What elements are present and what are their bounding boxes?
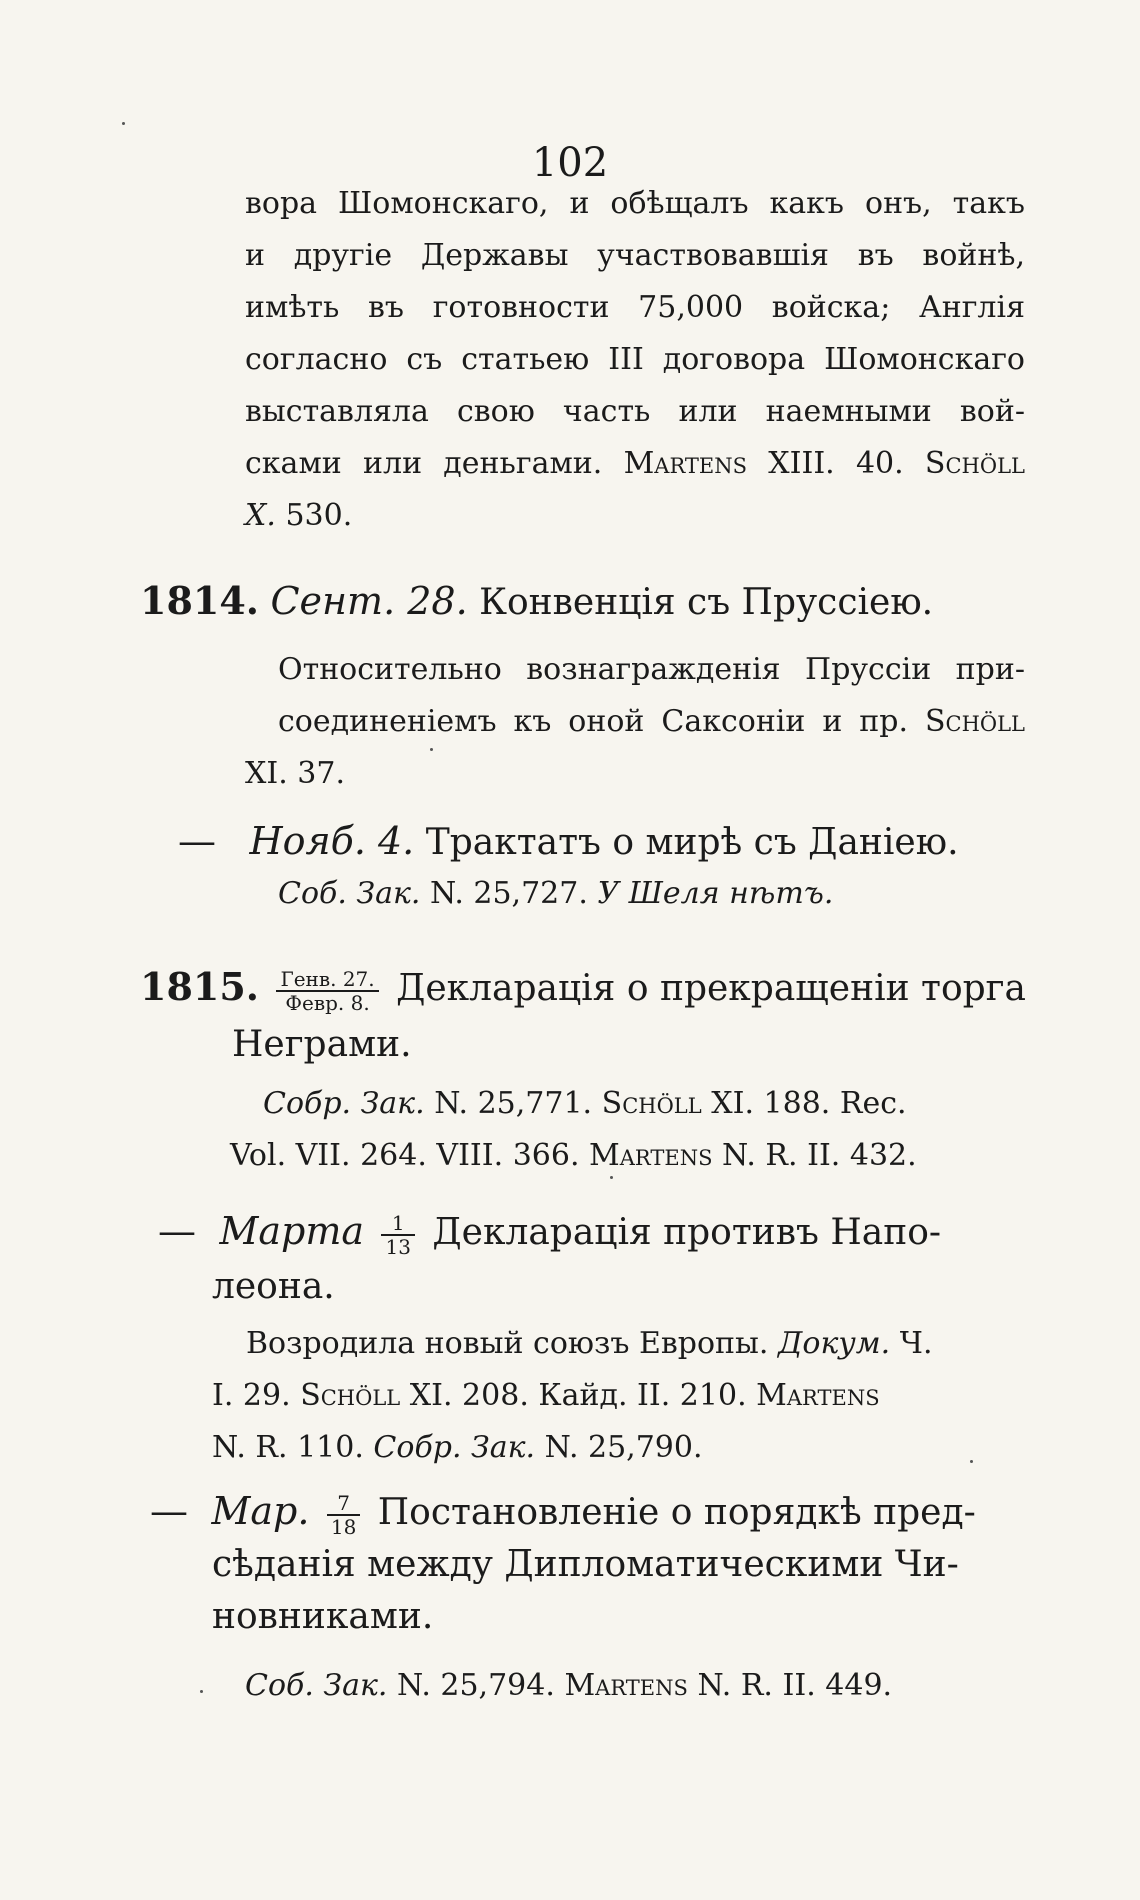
text-fragment: сками или деньгами. (245, 446, 603, 481)
text-line: XI. 37. (245, 756, 345, 791)
date-denominator: 13 (385, 1235, 411, 1259)
text-fragment: соединеніемъ къ оной Саксоніи и пр. (278, 704, 909, 739)
paper-speck (430, 748, 433, 751)
entry-title-continuation (212, 1590, 433, 1644)
text-fragment: XI. 208. Кайд. II. 210. (409, 1378, 747, 1413)
entry-title: Трактатъ о мирѣ съ Даніею. (425, 822, 959, 863)
date-numerator: Генв. 27. (276, 968, 378, 992)
text-fragment: N. 25,727. (429, 876, 588, 911)
text-fragment: 530. (285, 498, 353, 533)
text-line (245, 490, 1025, 542)
text-line: Относительно вознагражденія Пруссіи при- (278, 652, 1025, 687)
text-fragment: Докум. (778, 1326, 891, 1361)
text-line (278, 696, 1025, 748)
entry-date: Сент. 28. (270, 579, 468, 623)
entry-reference (230, 1078, 1025, 1182)
entry-title: леона. (212, 1266, 335, 1307)
text-fragment: Vol. VII. 264. VIII. 366. (230, 1138, 580, 1173)
ditto-dash: — (178, 819, 216, 863)
text-line: вора Шомонскаго, и обѣщалъ какъ онъ, такъ (245, 186, 1025, 221)
text-line: согласно съ статьею III договора Шомонскаго (245, 342, 1025, 377)
text-line: имѣть въ готовности 75,000 войска; Англія (245, 290, 1025, 325)
text-line (245, 1660, 1025, 1712)
ditto-dash: — (150, 1489, 188, 1533)
entry-title: новниками. (212, 1596, 434, 1637)
text-line (230, 1130, 1025, 1182)
entry-heading-1815 (140, 960, 1026, 1016)
date-numerator: 1 (381, 1212, 414, 1236)
martens-ref: Martens (756, 1378, 880, 1413)
entry-title: Неграми. (232, 1024, 412, 1065)
intro-paragraph (245, 178, 1025, 542)
text-line (245, 438, 1025, 490)
date-fraction (327, 1492, 360, 1538)
text-fragment: N. 25,790. (544, 1430, 703, 1465)
entry-title: Постановленіе о порядкѣ пред- (377, 1492, 976, 1533)
date-denominator: 18 (330, 1515, 357, 1539)
scholl-ref: Schöll (300, 1378, 401, 1413)
paper-speck (122, 122, 125, 125)
text-line (212, 1370, 1025, 1422)
entry-description (212, 1318, 1025, 1474)
date-fraction (276, 968, 378, 1014)
entry-year: 1814. (140, 578, 259, 623)
entry-title: Декларація о прекращеніи торга (396, 968, 1026, 1009)
text-line (263, 1078, 1025, 1130)
text-fragment: Собр. Зак. (263, 1086, 425, 1121)
martens-ref: Martens (564, 1668, 688, 1703)
ditto-dash: — (158, 1209, 196, 1253)
text-fragment: XIII. 40. (768, 446, 904, 481)
text-fragment: У Шеля нѣтъ. (597, 876, 834, 911)
text-fragment: N. R. II. 432. (722, 1138, 917, 1173)
text-fragment: N. R. 110. (212, 1430, 364, 1465)
entry-year: 1815. (140, 964, 259, 1009)
text-fragment: Соб. Зак. (278, 876, 421, 911)
entry-title-continuation (212, 1260, 335, 1314)
scholl-ref: Schöll (924, 704, 1025, 739)
entry-heading-march-18 (150, 1484, 976, 1540)
entry-heading-1814 (140, 574, 933, 630)
paper-speck (970, 1460, 973, 1463)
text-fragment: N. R. II. 449. (697, 1668, 893, 1703)
text-line: и другіе Державы участвовавшія въ войнѣ, (245, 238, 1025, 273)
date-numerator: 7 (327, 1492, 360, 1516)
text-fragment: N. 25,794. (396, 1668, 555, 1703)
entry-title-continuation (212, 1538, 959, 1592)
entry-title: сѣданія между Дипломатическими Чи- (212, 1544, 959, 1585)
text-line (278, 868, 1025, 920)
entry-date: Мар. (211, 1489, 310, 1533)
scholl-ref: Schöll (601, 1086, 702, 1121)
text-line (246, 1318, 1025, 1370)
text-fragment: I. 29. (212, 1378, 291, 1413)
entry-reference (278, 868, 1025, 920)
martens-ref: Martens (589, 1138, 713, 1173)
entry-date: Нояб. 4. (249, 819, 415, 863)
entry-description (245, 644, 1025, 800)
entry-title: Конвенція съ Пруссіею. (479, 582, 934, 623)
text-fragment: Ч. (899, 1326, 933, 1361)
text-line (212, 1422, 1025, 1474)
page-number: 102 (531, 140, 609, 186)
text-fragment: N. 25,771. (434, 1086, 593, 1121)
entry-title: Декларація противъ Напо- (432, 1212, 942, 1253)
martens-ref: Martens (623, 446, 748, 481)
text-line: выставляла свою часть или наемными вой- (245, 394, 1025, 429)
paper-speck (610, 1176, 613, 1179)
text-fragment: Соб. Зак. (245, 1668, 388, 1703)
scholl-ref: Schöll (924, 446, 1025, 481)
date-denominator: Февр. 8. (285, 991, 370, 1015)
text-fragment: Собр. Зак. (373, 1430, 536, 1465)
entry-heading-march-13 (158, 1204, 941, 1260)
entry-date: Марта (219, 1209, 365, 1253)
text-fragment: X. (245, 498, 276, 533)
entry-reference (245, 1660, 1025, 1712)
date-fraction (381, 1212, 414, 1258)
entry-title-continuation (232, 1018, 412, 1072)
entry-heading-nov-4 (178, 814, 959, 870)
text-fragment: Возродила новый союзъ Европы. (246, 1326, 769, 1361)
text-fragment: XI. 188. Rec. (711, 1086, 907, 1121)
paper-speck (200, 1690, 203, 1693)
